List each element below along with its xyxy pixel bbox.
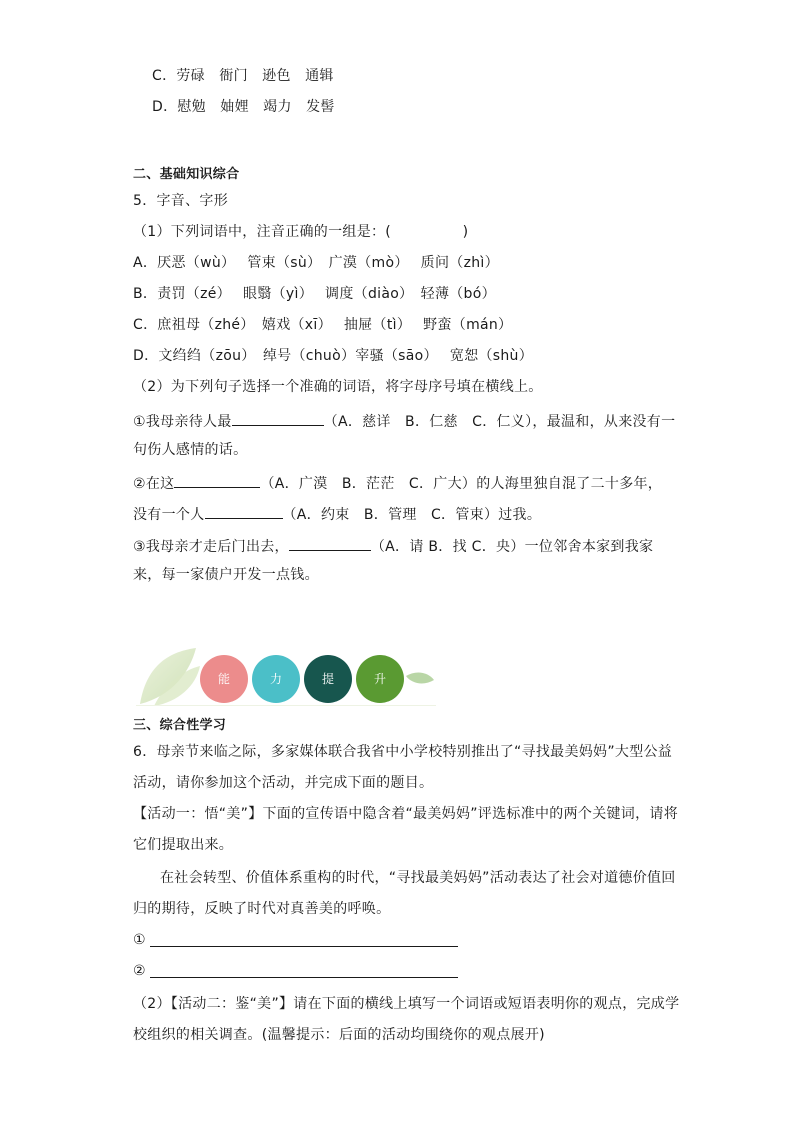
answer-1-label: ①	[133, 932, 146, 948]
choice-c: C．庶祖母（zhé） 嬉戏（xī） 抽屉（tì） 野蛮（mán）	[133, 317, 513, 333]
section-3-title: 三、综合性学习	[133, 718, 227, 733]
sentence-3-cont: 来，每一家债户开发一点钱。	[133, 567, 319, 583]
option-d: D．慰勉 妯娌 竭力 发髻	[152, 99, 335, 115]
sentence-3-start: ③我母亲才走后门出去，	[133, 539, 289, 555]
sentence-3-options: （A．请 B．找 C．央）一位邻舍本家到我家	[370, 539, 654, 555]
answer-blank-3[interactable]	[205, 502, 283, 519]
answer-2-label: ②	[133, 963, 146, 979]
activity-2-line-1: （2）【活动二：鉴“美”】请在下面的横线上填写一个词语或短语表明你的观点，完成学	[133, 996, 680, 1012]
sub-question-2: （2）为下列句子选择一个准确的词语，将字母序号填在横线上。	[133, 379, 543, 395]
activity-1-line-1: 【活动一：悟“美”】下面的宣传语中隐含着“最美妈妈”评选标准中的两个关键词，请将	[133, 806, 679, 822]
activity-2-line-2: 校组织的相关调查。(温馨提示：后面的活动均围绕你的观点展开)	[133, 1027, 545, 1043]
answer-blank-2[interactable]	[174, 471, 260, 488]
answer-blank-4[interactable]	[289, 534, 371, 551]
sentence-3	[133, 534, 653, 557]
choice-d: D．文绉绉（zōu） 绰号（chuò）宰骚（sāo） 宽恕（shù）	[133, 348, 534, 364]
sentence-2-cont-options: （A．约束 B．管理 C．管束）过我。	[282, 507, 542, 523]
banner-circle-1: 能	[200, 655, 248, 703]
question-6-line-1: 6．母亲节来临之际，多家媒体联合我省中小学校特别推出了“寻找最美妈妈”大型公益	[133, 744, 673, 760]
choice-a: A．厌恶（wù） 管束（sù） 广漠（mò） 质问（zhì）	[133, 255, 499, 271]
question-6-line-2: 活动，请你参加这个活动，并完成下面的题目。	[133, 775, 434, 791]
question-5: 5．字音、字形	[133, 193, 229, 209]
activity-1-line-2: 它们提取出来。	[133, 837, 234, 853]
sentence-2-cont	[133, 502, 541, 525]
slogan-line-1: 在社会转型、价值体系重构的时代，“寻找最美妈妈”活动表达了社会对道德价值回	[160, 870, 676, 886]
slogan-line-2: 归的期待，反映了时代对真善美的呼唤。	[133, 901, 391, 917]
sub-question-1: （1）下列词语中，注音正确的一组是：( )	[133, 224, 469, 240]
sentence-1-options: （A．慈详 B．仁慈 C．仁义），最温和，从来没有一	[323, 414, 676, 430]
sentence-1-cont: 句伤人感情的话。	[133, 442, 248, 458]
banner-circle-3: 提	[304, 655, 352, 703]
sentence-1	[133, 409, 675, 432]
answer-line-2[interactable]	[150, 976, 458, 978]
banner-circle-2: 力	[252, 655, 300, 703]
sentence-2-cont-start: 没有一个人	[133, 507, 205, 523]
answer-line-1[interactable]	[150, 945, 458, 947]
section-2-title: 二、基础知识综合	[133, 167, 240, 182]
sentence-2	[133, 471, 662, 494]
answer-blank-1[interactable]	[232, 409, 324, 426]
sentence-2-start: ②在这	[133, 476, 175, 492]
choice-b: B．责罚（zé） 眼翳（yì） 调度（diào） 轻薄（bó）	[133, 286, 496, 302]
banner-circle-4: 升	[356, 655, 404, 703]
sentence-2-options: （A．广漠 B．茫茫 C．广大）的人海里独自混了二十多年，	[260, 476, 663, 492]
option-c: C．劳碌 衙门 逊色 通辑	[152, 68, 334, 84]
sentence-1-start: ①我母亲待人最	[133, 414, 232, 430]
